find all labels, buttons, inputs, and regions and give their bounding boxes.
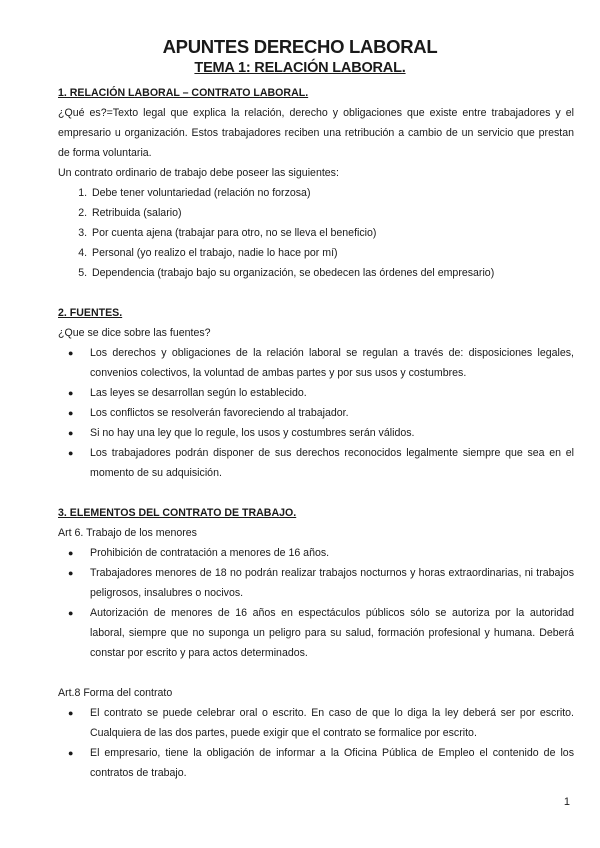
list-item: 1. Debe tener voluntariedad (relación no forzosa) — [90, 183, 574, 203]
section3-heading: 3. ELEMENTOS DEL CONTRATO DE TRABAJO. — [58, 507, 297, 519]
list-item: 4. Personal (yo realizo el trabajo, nadie lo hace por mí) — [90, 243, 574, 263]
list-item: ● Los trabajadores podrán disponer de sus derechos reconocidos legalmente siempre que sea en el momento de su adquisición. — [90, 443, 574, 483]
art8-label: Art.8 Forma del contrato — [58, 687, 173, 699]
list-item: ● Autorización de menores de 16 años en espectáculos públicos sólo se autoriza por la autoridad laboral, siempre que no suponga un peligro para su salud, formación profesional y humana. Deberá constar por escrito y para actos determinados. — [90, 603, 574, 663]
section1-paragraph: ¿Qué es?=Texto legal que explica la relación, derecho y obligaciones que existe entre trabajadores y el empresario u organización. Estos trabajadores reciben una retribución a cambio de un servicio que prestan de forma voluntaria. — [58, 107, 574, 159]
list-item: ● El empresario, tiene la obligación de informar a la Oficina Pública de Empleo el contenido de los contratos de trabajo. — [90, 743, 574, 783]
art6-list — [58, 543, 574, 663]
list-item: ● Si no hay una ley que lo regule, los usos y costumbres serán válidos. — [90, 423, 574, 443]
section2-question: ¿Que se dice sobre las fuentes? — [58, 327, 211, 339]
list-item: 5. Dependencia (trabajo bajo su organización, se obedecen las órdenes del empresario) — [90, 263, 574, 283]
list-item: ● Trabajadores menores de 18 no podrán realizar trabajos nocturnos y horas extraordinarias, ni trabajos peligrosos, insalubres o nocivos. — [90, 563, 574, 603]
section1-heading: 1. RELACIÓN LABORAL – CONTRATO LABORAL. — [58, 87, 309, 99]
art6-label: Art 6. Trabajo de los menores — [58, 527, 197, 539]
section1-list — [58, 183, 574, 283]
list-item: 2. Retribuida (salario) — [90, 203, 574, 223]
list-item: 3. Por cuenta ajena (trabajar para otro, no se lleva el beneficio) — [90, 223, 574, 243]
list-item: ● Las leyes se desarrollan según lo establecido. — [90, 383, 574, 403]
section2-list — [58, 343, 574, 483]
document-body — [58, 83, 574, 783]
document-title: APUNTES DERECHO LABORAL — [162, 36, 438, 57]
page-number: 1 — [563, 796, 570, 808]
section1-intro: Un contrato ordinario de trabajo debe poseer las siguientes: — [58, 167, 339, 179]
art8-list — [58, 703, 574, 783]
list-item: ● Los conflictos se resolverán favoreciendo al trabajador. — [90, 403, 574, 423]
section2-heading: 2. FUENTES. — [58, 307, 123, 319]
list-item: ● El contrato se puede celebrar oral o escrito. En caso de que lo diga la ley deberá ser por escrito. Cualquiera de las dos partes, puede exigir que el contrato se formalice por escrito. — [90, 703, 574, 743]
list-item: ● Los derechos y obligaciones de la relación laboral se regulan a través de: disposiciones legales, convenios colectivos, la voluntad de ambas partes y por sus usos y costumbres. — [90, 343, 574, 383]
document-subtitle: TEMA 1: RELACIÓN LABORAL. — [194, 60, 406, 76]
list-item: ● Prohibición de contratación a menores de 16 años. — [90, 543, 574, 563]
